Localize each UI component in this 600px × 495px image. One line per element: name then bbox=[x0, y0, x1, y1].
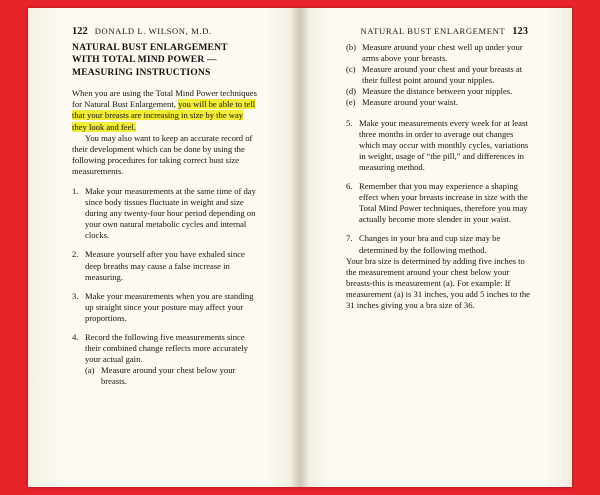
list-item-number: 3. bbox=[72, 290, 79, 301]
list-item bbox=[346, 118, 531, 173]
measurement-sublist-right bbox=[346, 42, 531, 109]
title-line-2: WITH TOTAL MIND POWER — bbox=[72, 54, 217, 66]
page-number-right: 123 bbox=[512, 26, 528, 37]
list-item bbox=[72, 332, 257, 387]
running-head-right bbox=[361, 26, 529, 37]
title-line-1: NATURAL BUST ENLARGEMENT bbox=[72, 42, 228, 53]
sub-list-item-text: Measure around your chest and your breasts at their fullest point around your nipples. bbox=[362, 64, 523, 86]
page-title bbox=[72, 42, 257, 79]
list-item-text: Make your measurements when you are standing up straight since your posture may affect your proportions. bbox=[85, 290, 254, 323]
running-head-left-text: DONALD L. WILSON, M.D. bbox=[94, 26, 212, 36]
sub-list-item-number: (b) bbox=[346, 42, 357, 52]
list-item-number: 5. bbox=[346, 117, 353, 128]
intro-paragraph bbox=[72, 88, 257, 132]
measuring-instructions-list bbox=[72, 186, 257, 388]
list-item bbox=[346, 181, 531, 225]
bra-size-paragraph: Your bra size is determined by adding five inches to the measurement around your chest below your breasts-this is measurement (a). For example: If measurement (a) is 31 inches, you add 5 inches to the 31 inches giving you a bra size of 36. bbox=[346, 255, 530, 310]
highlighted-text: you will be able to tell that your breasts are increasing in size by the way they look and feel. bbox=[72, 99, 256, 132]
book-gutter bbox=[292, 8, 308, 487]
sub-list-item bbox=[346, 97, 531, 108]
sub-list-item-text: Measure the distance between your nipples. bbox=[362, 86, 513, 97]
right-page-column bbox=[346, 42, 531, 311]
list-item-number: 4. bbox=[72, 332, 79, 342]
left-page-column bbox=[72, 42, 257, 387]
list-item-text: Measure yourself after you have exhaled since deep breaths may cause a false increase in measuring. bbox=[85, 249, 245, 282]
list-item-text: Record the following five measurements since their combined change reflects more accurately your actual gain. bbox=[85, 332, 248, 365]
list-item bbox=[72, 249, 257, 282]
sub-list-item-text: Measure around your waist. bbox=[362, 97, 458, 108]
sub-list-item-text: Measure around your chest below your breasts. bbox=[101, 365, 236, 387]
list-item-number: 7. bbox=[346, 233, 353, 244]
sub-list-item bbox=[346, 86, 531, 97]
title-line-3: MEASURING INSTRUCTIONS bbox=[72, 66, 211, 78]
book-spread bbox=[28, 8, 572, 487]
page-number-left: 122 bbox=[72, 26, 88, 37]
list-item-text: Changes in your bra and cup size may be determined by the following method. bbox=[359, 233, 501, 255]
list-item-number: 1. bbox=[72, 185, 79, 196]
list-item-number: 6. bbox=[346, 181, 353, 192]
intro-paragraph-plain: When you are using the Total Mind Power techniques for Natural Bust Enlargement, bbox=[72, 88, 257, 110]
running-head-left bbox=[72, 26, 212, 37]
sub-list-item-number: (e) bbox=[346, 97, 356, 108]
list-item-text: Make your measurements at the same time of day since body tissues fluctuate in weight and size during any twenty-four hour period depending on your own natural metabolic cycles and internal clocks. bbox=[85, 185, 256, 241]
list-item bbox=[346, 233, 531, 255]
sub-list-item-number: (c) bbox=[346, 64, 356, 75]
measurement-sublist-left bbox=[85, 365, 257, 387]
sub-list-item-text: Measure around your chest well up under your arms above your breasts. bbox=[362, 42, 523, 64]
sub-list-item bbox=[85, 365, 257, 387]
list-item-text: Remember that you may experience a shaping effect when your breasts increase in size with the Total Mind Power techniques, therefore you may actually become more slender in your waist. bbox=[359, 181, 528, 225]
record-paragraph: You may also want to keep an accurate record of their development which can be done by using the following procedures for taking correct bust size measurements. bbox=[72, 132, 253, 176]
sub-list-item-number: (a) bbox=[85, 365, 95, 376]
measuring-instructions-list-continued bbox=[346, 118, 531, 256]
sub-list-item-number: (d) bbox=[346, 86, 357, 97]
running-head-right-text: NATURAL BUST ENLARGEMENT bbox=[360, 26, 506, 36]
sub-list-item bbox=[346, 64, 531, 86]
list-item bbox=[72, 291, 257, 324]
sub-list-item bbox=[346, 42, 531, 64]
list-item-number: 2. bbox=[72, 249, 79, 260]
list-item bbox=[72, 186, 257, 241]
list-item-text: Make your measurements every week for at least three months in order to average out changes which may occur with monthly cycles, variations in weight, usage of “the pill,” and differences in measuring method. bbox=[359, 117, 529, 172]
